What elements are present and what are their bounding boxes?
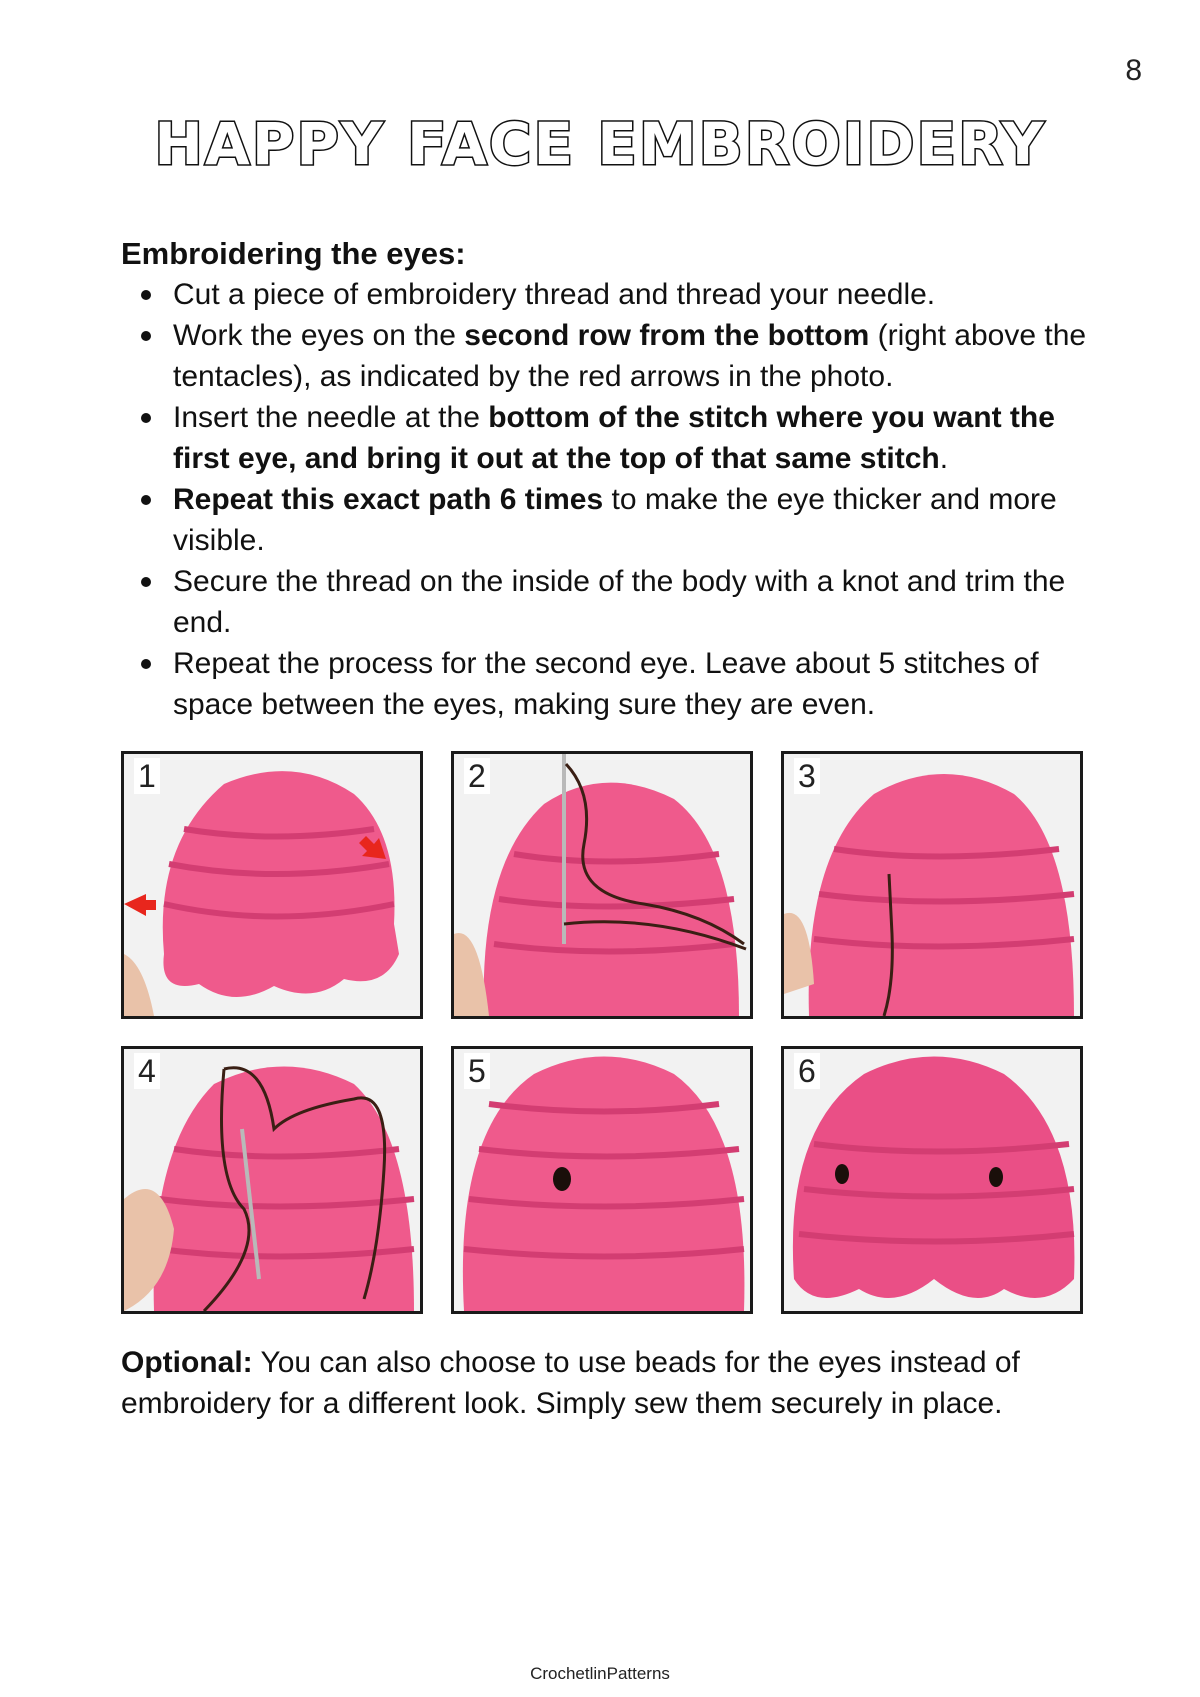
list-item: Work the eyes on the second row from the bottom (right above the tentacles), as indicated by the red arrows in the photo. bbox=[121, 315, 1101, 397]
photo-number: 1 bbox=[134, 758, 160, 794]
section-heading: Embroidering the eyes: bbox=[121, 236, 466, 271]
step-photo-4 bbox=[121, 1046, 423, 1314]
photo-number: 6 bbox=[794, 1053, 820, 1089]
footer-credit: CrochetlinPatterns bbox=[530, 1664, 670, 1683]
page-number: 8 bbox=[1125, 54, 1142, 87]
photo-number: 3 bbox=[794, 758, 820, 794]
list-item: Insert the needle at the bottom of the stitch where you want the first eye, and bring it out at the top of that same stitch. bbox=[121, 397, 1101, 479]
instruction-list bbox=[121, 274, 1101, 725]
step-photo-5 bbox=[451, 1046, 753, 1314]
step-photo-1 bbox=[121, 751, 423, 1019]
step-photo-6 bbox=[781, 1046, 1083, 1314]
list-item: Repeat this exact path 6 times to make the eye thicker and more visible. bbox=[121, 479, 1101, 561]
list-item: Cut a piece of embroidery thread and thread your needle. bbox=[121, 274, 1101, 315]
photo-number: 5 bbox=[464, 1053, 490, 1089]
photo-number: 2 bbox=[464, 758, 490, 794]
step-photo-2 bbox=[451, 751, 753, 1019]
step-photo-3 bbox=[781, 751, 1083, 1019]
page-title: HAPPY FACE EMBROIDERY bbox=[154, 110, 1046, 178]
photo-number: 4 bbox=[134, 1053, 160, 1089]
optional-note: Optional: You can also choose to use beads for the eyes instead of embroidery for a different look. Simply sew them securely in place. bbox=[121, 1346, 1020, 1420]
list-item: Repeat the process for the second eye. Leave about 5 stitches of space between the eyes, making sure they are even. bbox=[121, 643, 1101, 725]
list-item: Secure the thread on the inside of the body with a knot and trim the end. bbox=[121, 561, 1101, 643]
